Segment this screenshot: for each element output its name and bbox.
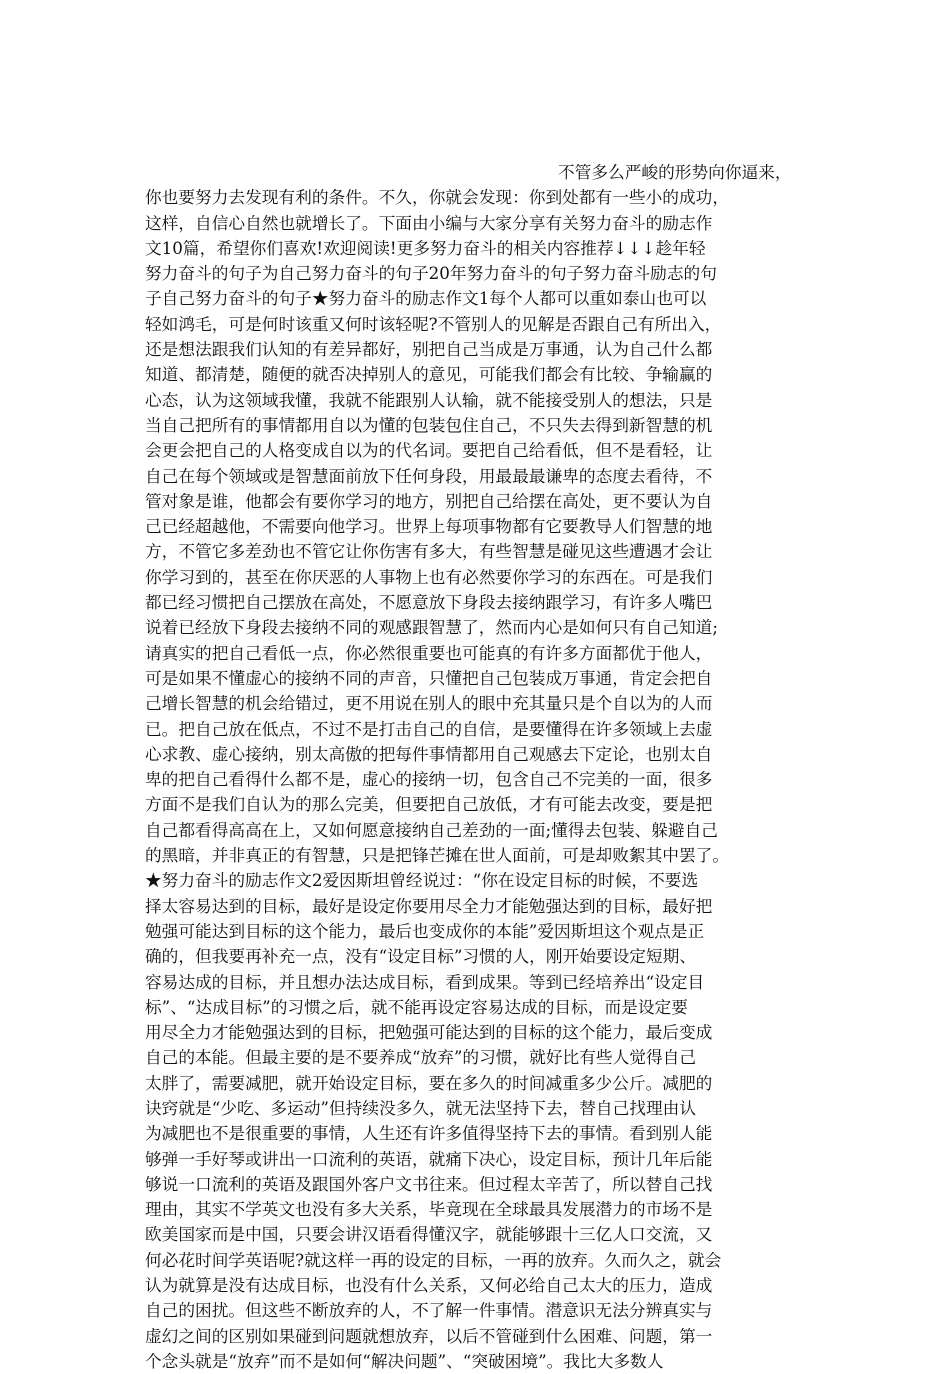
text-line: 自己在每个领域或是智慧面前放下任何身段，用最最最谦卑的态度去看待，不 — [145, 465, 713, 486]
text-line: 认为就算是没有达成目标，也没有什么关系，又何必给自己太大的压力，造成 — [145, 1275, 713, 1296]
text-line: 都已经习惯把自己摆放在高处，不愿意放下身段去接纳跟学习，有许多人嘴巴 — [145, 592, 713, 613]
text-line: 子自己努力奋斗的句子★努力奋斗的励志作文1每个人都可以重如泰山也可以 — [145, 288, 707, 309]
text-line: 自己都看得高高在上，又如何愿意接纳自己差劲的一面;懂得去包装、躲避自己 — [145, 819, 718, 840]
text-line: 你也要努力去发现有利的条件。不久，你就会发现：你到处都有一些小的成功， — [145, 187, 730, 208]
text-line: 虚幻之间的区别如果碰到问题就想放弃，以后不管碰到什么困难、问题，第一 — [145, 1325, 713, 1346]
text-line: 欧美国家而是中国，只要会讲汉语看得懂汉字，就能够跟十三亿人口交流，又 — [145, 1224, 713, 1245]
text-line: 卑的把自己看得什么都不是，虚心的接纳一切，包含自己不完美的一面，很多 — [145, 769, 713, 790]
text-line: 己增长智慧的机会给错过，更不用说在别人的眼中充其量只是个自以为的人而 — [145, 693, 713, 714]
text-line: 标”、“达成目标”的习惯之后，就不能再设定容易达成的目标，而是设定要 — [145, 996, 688, 1017]
text-line: 勉强可能达到目标的这个能力，最后也变成你的本能”爱因斯坦这个观点是正 — [145, 920, 705, 941]
text-line: 请真实的把自己看低一点，你必然很重要也可能真的有许多方面都优于他人， — [145, 642, 713, 663]
text-line: 管对象是谁，他都会有要你学习的地方，别把自己给摆在高处，更不要认为自 — [145, 490, 713, 511]
text-line: 确的，但我要再补充一点，没有“设定目标”习惯的人，刚开始要设定短期、 — [145, 946, 697, 967]
text-line: 太胖了，需要减肥，就开始设定目标，要在多久的时间减重多少公斤。减肥的 — [145, 1072, 713, 1093]
text-line: 你学习到的，甚至在你厌恶的人事物上也有必然要你学习的东西在。可是我们 — [145, 566, 713, 587]
text-line: 说着已经放下身段去接纳不同的观感跟智慧了，然而内心是如何只有自己知道; — [145, 617, 718, 638]
article-body — [145, 160, 805, 1374]
text-line: 努力奋斗的句子为自己努力奋斗的句子20年努力奋斗的句子努力奋斗励志的句 — [145, 263, 717, 284]
text-line: 还是想法跟我们认知的有差异都好，别把自己当成是万事通，认为自己什么都 — [145, 339, 713, 360]
text-line: 这样，自信心自然也就增长了。下面由小编与大家分享有关努力奋斗的励志作 — [145, 212, 713, 233]
text-line: 何必花时间学英语呢?就这样一再的设定的目标，一再的放弃。久而久之，就会 — [145, 1249, 722, 1270]
text-line: ★努力奋斗的励志作文2爱因斯坦曾经说过：“你在设定目标的时候，不要选 — [145, 870, 699, 891]
text-line: 够弹一手好琴或讲出一口流利的英语，就痛下决心，设定目标，预计几年后能 — [145, 1148, 713, 1169]
text-line: 择太容易达到的目标，最好是设定你要用尽全力才能勉强达到的目标，最好把 — [145, 895, 713, 916]
text-line: 理由，其实不学英文也没有多大关系，毕竟现在全球最具发展潜力的市场不是 — [145, 1199, 713, 1220]
text-line: 容易达成的目标，并且想办法达成目标，看到成果。等到已经培养出“设定目 — [145, 971, 705, 992]
text-line: 为减肥也不是很重要的事情，人生还有许多值得坚持下去的事情。看到别人能 — [145, 1123, 713, 1144]
text-line: 个念头就是“放弃”而不是如何“解决问题”、“突破困境”。我比大多数人 — [145, 1350, 664, 1371]
text-line: 诀窍就是“少吃、多运动”但持续没多久，就无法坚持下去，替自己找理由认 — [145, 1097, 697, 1118]
text-line: 可是如果不懂虚心的接纳不同的声音，只懂把自己包装成万事通，肯定会把自 — [145, 667, 713, 688]
text-line: 己已经超越他，不需要向他学习。世界上每项事物都有它要教导人们智慧的地 — [145, 516, 713, 537]
text-line: 当自己把所有的事情都用自以为懂的包装包住自己，不只失去得到新智慧的机 — [145, 414, 713, 435]
text-line: 方，不管它多差劲也不管它让你伤害有多大，有些智慧是碰见这些遭遇才会让 — [145, 541, 713, 562]
text-line: 会更会把自己的人格变成自以为的代名词。要把自己给看低，但不是看轻，让 — [145, 440, 713, 461]
text-line: 已。把自己放在低点，不过不是打击自己的自信，是要懂得在许多领域上去虚 — [145, 718, 713, 739]
text-line: 不管多么严峻的形势向你逼来， — [558, 162, 792, 182]
text-line: 知道、都清楚，随便的就否决掉别人的意见，可能我们都会有比较、争输赢的 — [145, 364, 713, 385]
text-line: 文10篇，希望你们喜欢!欢迎阅读!更多努力奋斗的相关内容推荐↓↓↓趁年轻 — [145, 237, 706, 258]
text-line: 够说一口流利的英语及跟国外客户文书往来。但过程太辛苦了，所以替自己找 — [145, 1173, 713, 1194]
text-line: 方面不是我们自认为的那么完美，但要把自己放低，才有可能去改变，要是把 — [145, 794, 713, 815]
text-line: 轻如鸿毛，可是何时该重又何时该轻呢?不管别人的见解是否跟自己有所出入， — [145, 313, 722, 334]
text-line: 自己的困扰。但这些不断放弃的人，不了解一件事情。潜意识无法分辨真实与 — [145, 1300, 713, 1321]
text-line: 的黑暗，并非真正的有智慧，只是把锋芒摊在世人面前，可是却败絮其中罢了。 — [145, 845, 730, 866]
text-line: 自己的本能。但最主要的是不要养成“放弃”的习惯，就好比有些人觉得自己 — [145, 1047, 697, 1068]
text-line: 心态，认为这领域我懂，我就不能跟别人认输，就不能接受别人的想法，只是 — [145, 389, 713, 410]
text-line: 心求教、虚心接纳，别太高傲的把每件事情都用自己观感去下定论，也别太自 — [145, 743, 713, 764]
text-line: 用尽全力才能勉强达到的目标，把勉强可能达到的目标的这个能力，最后变成 — [145, 1022, 713, 1043]
